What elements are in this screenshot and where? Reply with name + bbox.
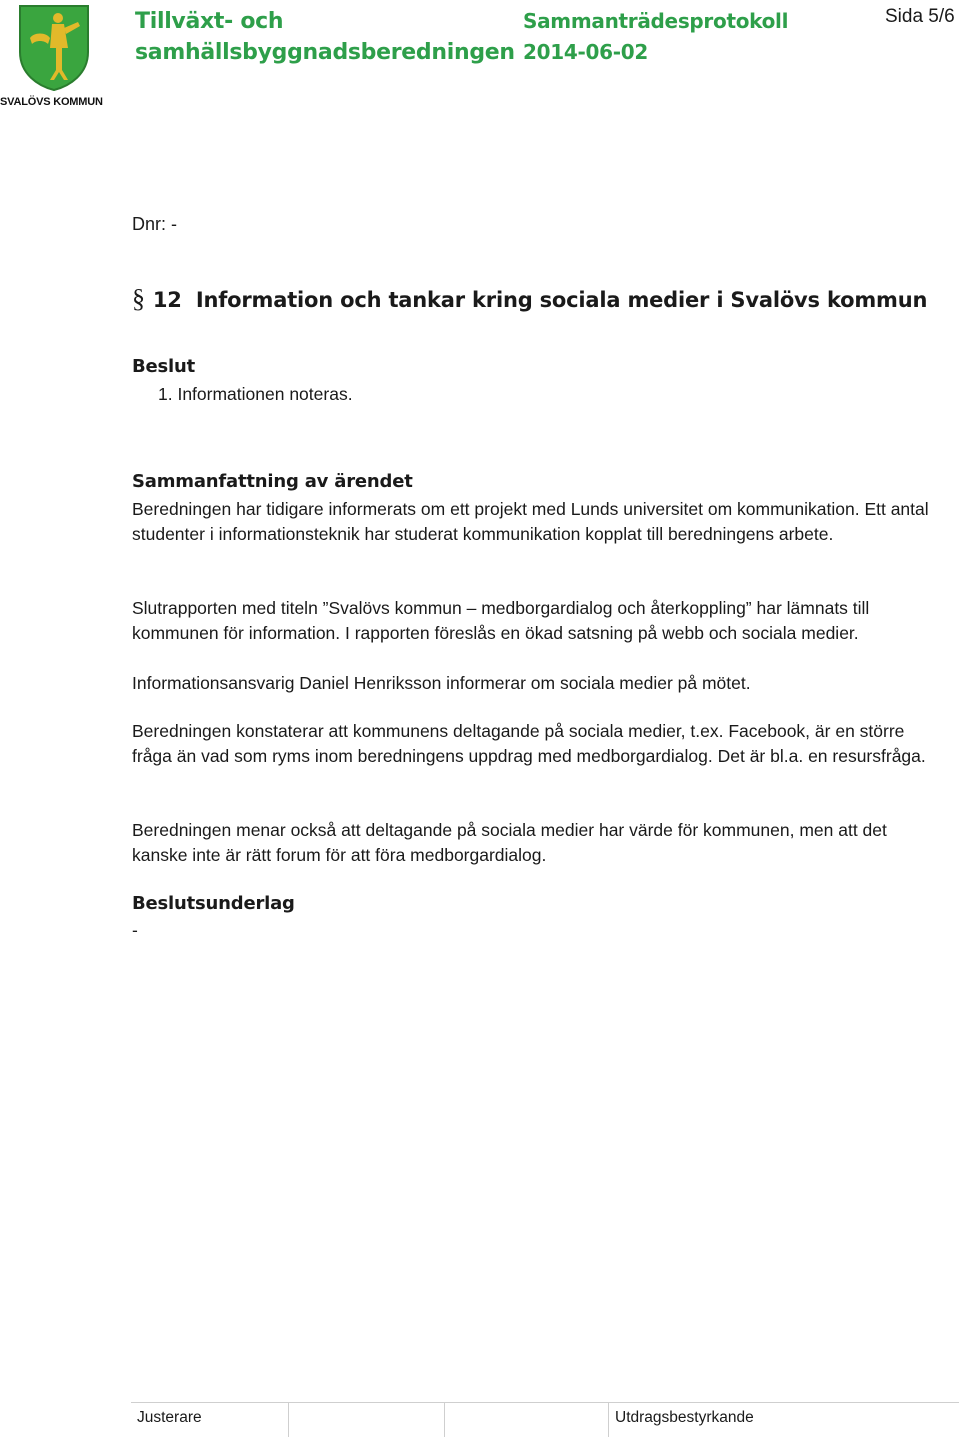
item-title-text: 12 Information och tankar kring sociala medier i Svalövs kommun	[152, 288, 928, 312]
justerare-box-1	[289, 1403, 445, 1437]
paragraph-sign: §	[132, 284, 145, 313]
document-info	[523, 6, 788, 68]
item-title	[132, 284, 927, 314]
beslut-heading: Beslut	[132, 356, 196, 377]
utdragsbestyrkande-label: Utdragsbestyrkande	[615, 1409, 754, 1426]
diary-number: Dnr: -	[132, 214, 177, 234]
justerare-box-2	[445, 1403, 609, 1437]
summary-paragraph: Beredningen konstaterar att kommunens deltagande på sociala medier, t.ex. Facebook, är en större fråga än vad som ryms inom beredningens uppdrag med medborgardialog. Det är bl.a. en resursfråga.	[132, 721, 926, 766]
municipality-logo	[0, 4, 108, 108]
decision-item: 1. Informationen noteras.	[158, 384, 353, 404]
committee-name	[135, 6, 515, 68]
summary-paragraph: Informationsansvarig Daniel Henriksson informerar om sociala medier på mötet.	[132, 673, 751, 693]
summary-paragraph: Slutrapporten med titeln ”Svalövs kommun – medborgardialog och återkoppling” har lämnats till kommunen för information. I rapporten föreslås en ökad satsning på webb och sociala medier.	[132, 598, 870, 643]
signature-footer	[131, 1402, 959, 1437]
committee-name-line2: samhällsbyggnadsberedningen	[135, 40, 515, 65]
page-number: Sida 5/6	[885, 6, 955, 27]
committee-name-line1: Tillväxt- och	[135, 9, 284, 34]
logo-text: SVALÖVS KOMMUN	[0, 96, 103, 108]
sammanfattning-heading: Sammanfattning av ärendet	[132, 471, 413, 492]
beslutsunderlag-heading: Beslutsunderlag	[132, 893, 295, 914]
coat-of-arms-icon	[18, 4, 90, 92]
document-date: 2014-06-02	[523, 40, 648, 64]
summary-paragraph: Beredningen menar också att deltagande på sociala medier har värde för kommunen, men att det kanske inte är rätt forum för att föra medborgardialog.	[132, 820, 887, 865]
beslutsunderlag-value: -	[132, 920, 138, 940]
summary-paragraph: Beredningen har tidigare informerats om ett projekt med Lunds universitet om kommunikation. Ett antal studenter i informationsteknik har studerat kommunikation kopplat till beredningens arbete.	[132, 499, 929, 544]
document-type: Sammanträdesprotokoll	[523, 9, 789, 33]
justerare-label: Justerare	[131, 1403, 289, 1437]
